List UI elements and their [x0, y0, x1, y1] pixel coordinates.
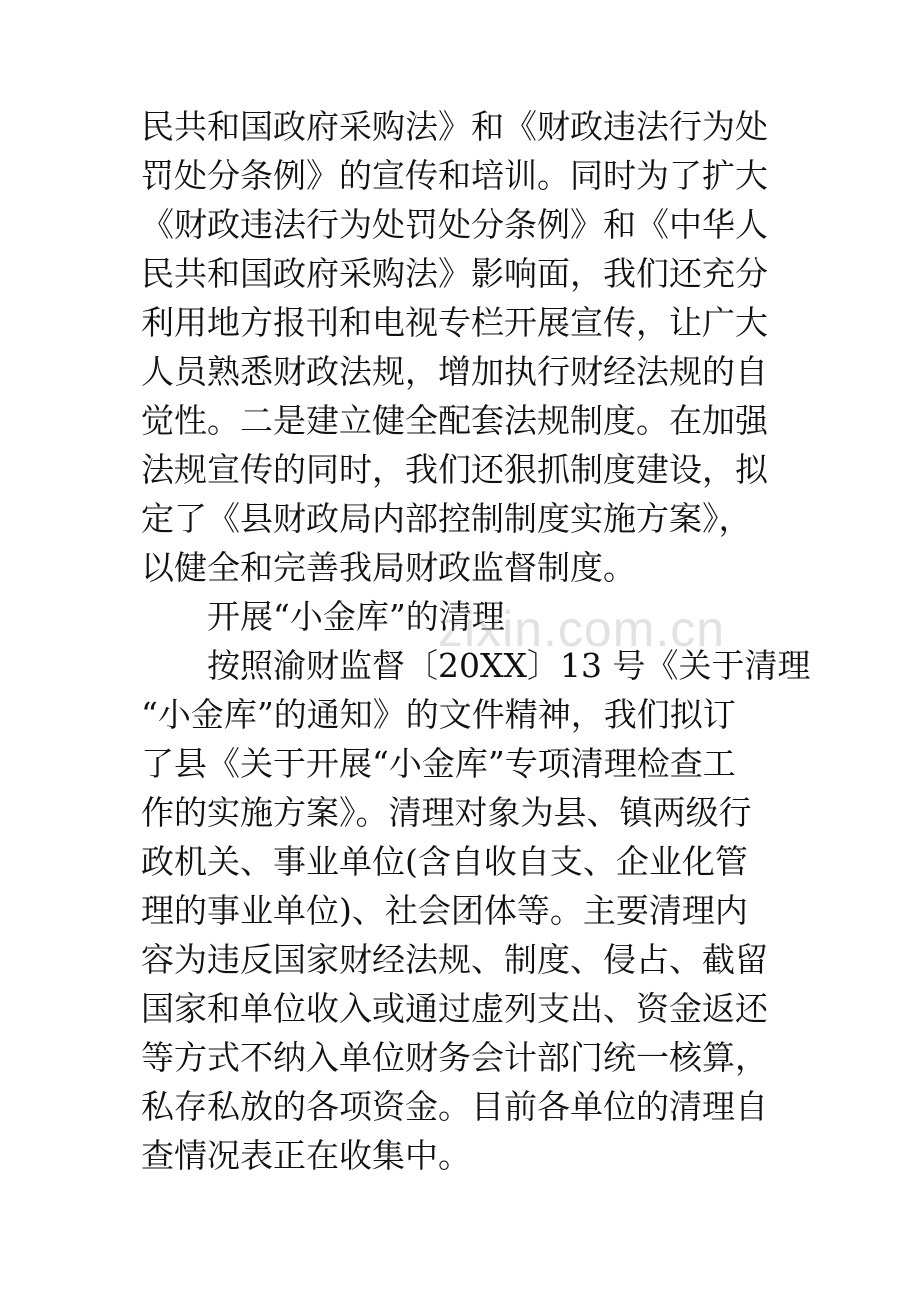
text-line: 国家和单位收入或通过虚列支出、资金返还 [141, 989, 768, 1028]
watermark: zixin.com.cn [438, 601, 726, 657]
section-heading: 开展“小金库”的清理 [207, 597, 505, 636]
text-line: 私存私放的各项资金。目前各单位的清理自 [141, 1087, 768, 1126]
text-line: 罚处分条例》的宣传和培训。同时为了扩大 [141, 156, 768, 195]
text-line: 民共和国政府采购法》和《财政违法行为处 [141, 107, 768, 146]
text-line: 人员熟悉财政法规，增加执行财经法规的自 [141, 352, 768, 391]
text-line: 利用地方报刊和电视专栏开展宣传，让广大 [141, 303, 768, 342]
text-line: 查情况表正在收集中。 [141, 1136, 471, 1175]
body-text [141, 102, 811, 1180]
text-line: 觉性。二是建立健全配套法规制度。在加强 [141, 401, 768, 440]
text-line: 民共和国政府采购法》影响面，我们还充分 [141, 254, 768, 293]
text-line: 政机关、事业单位(含自收自支、企业化管 [141, 842, 748, 881]
text-line: 等方式不纳入单位财务会计部门统一核算， [141, 1038, 768, 1077]
text-line: “小金库”的通知》的文件精神，我们拟订 [141, 695, 736, 734]
text-line: 了县《关于开展“小金库”专项清理检查工 [141, 744, 736, 783]
text-line: 理的事业单位)、社会团体等。主要清理内 [141, 891, 748, 930]
text-line: 容为违反国家财经法规、制度、侵占、截留 [141, 940, 768, 979]
text-line: 按照渝财监督〔20XX〕13 号《关于清理 [207, 646, 811, 685]
text-line: 定了《县财政局内部控制制度实施方案》， [141, 499, 752, 538]
text-line: 法规宣传的同时，我们还狠抓制度建设，拟 [141, 450, 768, 489]
text-line: 《财政违法行为处罚处分条例》和《中华人 [141, 205, 768, 244]
text-line: 以健全和完善我局财政监督制度。 [141, 548, 636, 587]
text-line: 作的实施方案》。清理对象为县、镇两级行 [141, 793, 752, 832]
